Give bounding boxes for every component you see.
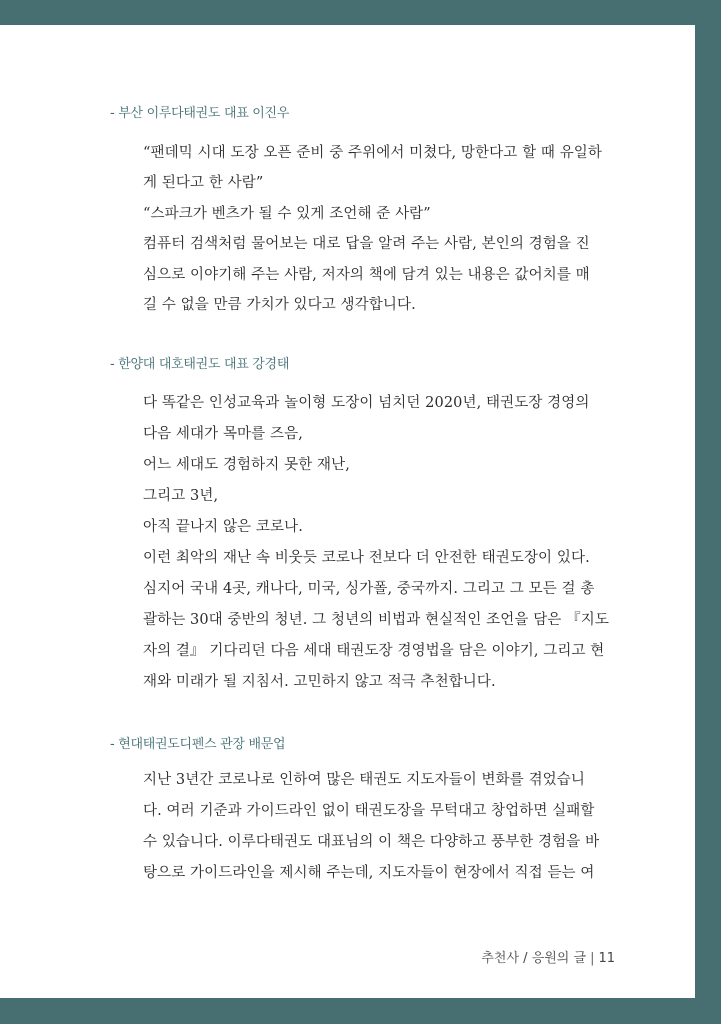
footer-separator: |	[590, 951, 595, 966]
body-line: 그리고 3년,	[143, 488, 219, 504]
body-line: 지난 3년간 코로나로 인하여 많은 태권도 지도자들이 변화를 겪었습니	[143, 772, 585, 788]
body-line: “팬데믹 시대 도장 오픈 준비 중 주위에서 미쳤다, 망한다고 할 때 유일하	[143, 145, 603, 161]
body-line: 심으로 이야기해 주는 사람, 저자의 책에 담겨 있는 내용은 값어치를 매	[143, 267, 590, 283]
body-line: 길 수 없을 만큼 가치가 있다고 생각합니다.	[143, 297, 416, 313]
body-line: 게 된다고 한 사람”	[143, 175, 264, 191]
body-line: 이런 최악의 재난 속 비웃듯 코로나 전보다 더 안전한 태권도장이 있다.	[143, 550, 590, 566]
footer-section-name: 추천사 / 응원의 글	[481, 951, 587, 966]
endorser-heading: - 부산 이루다태권도 대표 이진우	[110, 106, 290, 121]
body-line: 컴퓨터 검색처럼 물어보는 대로 답을 알려 주는 사람, 본인의 경험을 진	[143, 236, 590, 252]
endorser-heading: - 현대태권도디펜스 관장 배문업	[110, 737, 286, 752]
body-line: 수 있습니다. 이루다태권도 대표님의 이 책은 다양하고 풍부한 경험을 바	[143, 834, 600, 850]
page-number: 11	[598, 951, 615, 966]
page-footer	[481, 947, 615, 966]
body-line: 다. 여러 기준과 가이드라인 없이 태권도장을 무턱대고 창업하면 실패할	[143, 803, 595, 819]
body-line: 괄하는 30대 중반의 청년. 그 청년의 비법과 현실적인 조언을 담은 『지도	[143, 612, 609, 628]
body-line: 아직 끝나지 않은 코로나.	[143, 519, 303, 535]
body-line: 어느 세대도 경험하지 못한 재난,	[143, 457, 350, 473]
body-line: “스파크가 벤츠가 될 수 있게 조언해 준 사람”	[143, 206, 431, 222]
body-line: 탕으로 가이드라인을 제시해 주는데, 지도자들이 현장에서 직접 듣는 여	[143, 865, 595, 881]
document-page	[0, 25, 695, 998]
body-line: 다 똑같은 인성교육과 놀이형 도장이 넘치던 2020년, 태권도장 경영의	[143, 395, 590, 411]
body-line: 심지어 국내 4곳, 캐나다, 미국, 싱가폴, 중국까지. 그리고 그 모든 걸 총	[143, 581, 595, 597]
body-line: 자의 결』 기다리던 다음 세대 태권도장 경영법을 담은 이야기, 그리고 현	[143, 643, 605, 659]
endorser-heading: - 한양대 대호태권도 대표 강경태	[110, 357, 290, 372]
body-line: 재와 미래가 될 지침서. 고민하지 않고 적극 추천합니다.	[143, 674, 496, 690]
body-line: 다음 세대가 목마를 즈음,	[143, 426, 303, 442]
